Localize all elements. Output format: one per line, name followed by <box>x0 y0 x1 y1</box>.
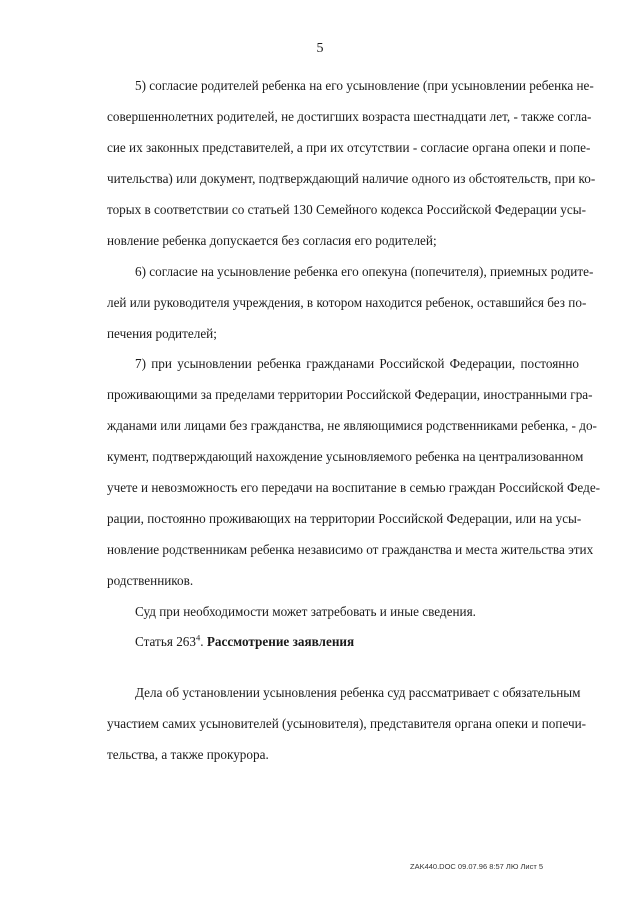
item-7-line-6: рации, постоянно проживающих на территории Российской Федерации, или на усы- <box>107 511 582 526</box>
court-note-line: Суд при необходимости может затребовать и иные сведения. <box>135 604 476 619</box>
item-5-line-4: чительства) или документ, подтверждающий наличие одного из обстоятельств, при ко- <box>107 171 596 186</box>
item-7-line-8: родственников. <box>107 573 194 588</box>
article-body-line-3: тельства, а также прокурора. <box>107 747 269 762</box>
item-7-line-5: учете и невозможность его передачи на воспитание в семью граждан Российской Феде- <box>107 480 601 495</box>
item-7-line-2: проживающими за пределами территории Российской Федерации, иностранными гра- <box>107 387 593 402</box>
article-heading <box>135 632 354 652</box>
item-5-line-2: совершеннолетних родителей, не достигших возраста шестнадцати лет, - также согла- <box>107 109 592 124</box>
article-number-superscript: 4 <box>195 632 201 643</box>
item-6-line-2: лей или руководителя учреждения, в котором находится ребенок, оставшийся без по- <box>107 295 587 310</box>
item-5-line-1: 5) согласие родителей ребенка на его усыновление (при усыновлении ребенка не- <box>135 78 594 93</box>
item-7-line-7: новление родственникам ребенка независимо от гражданства и места жительства этих <box>107 542 594 557</box>
item-7-line-4: кумент, подтверждающий нахождение усыновляемого ребенка на централизованном <box>107 449 584 464</box>
item-7-line-1: 7) при усыновлении ребенка гражданами Российской Федерации, постоянно <box>135 356 579 371</box>
article-body-line-1: Дела об установлении усыновления ребенка суд рассматривает с обязательным <box>135 685 581 700</box>
article-number: Статья 263 <box>135 634 196 649</box>
document-footer: ZAK440.DOC 09.07.96 8:57 ЛЮ Лист 5 <box>410 862 544 871</box>
item-5-line-6: новление ребенка допускается без согласия его родителей; <box>107 233 437 248</box>
item-6-line-1: 6) согласие на усыновление ребенка его опекуна (попечителя), приемных родите- <box>135 264 594 279</box>
item-7-line-3: жданами или лицами без гражданства, не являющимися родственниками ребенка, - до- <box>107 418 597 433</box>
article-body-line-2: участием самих усыновителей (усыновителя), представителя органа опеки и попечи- <box>107 716 587 731</box>
item-5-line-5: торых в соответствии со статьей 130 Семейного кодекса Российской Федерации усы- <box>107 202 586 217</box>
page-number: 5 <box>316 41 324 56</box>
article-title: Рассмотрение заявления <box>206 634 355 649</box>
article-number-dot: . <box>200 634 204 649</box>
item-5-line-3: сие их законных представителей, а при их отсутствии - согласие органа опеки и попе- <box>107 140 591 155</box>
item-6-line-3: печения родителей; <box>107 326 217 341</box>
